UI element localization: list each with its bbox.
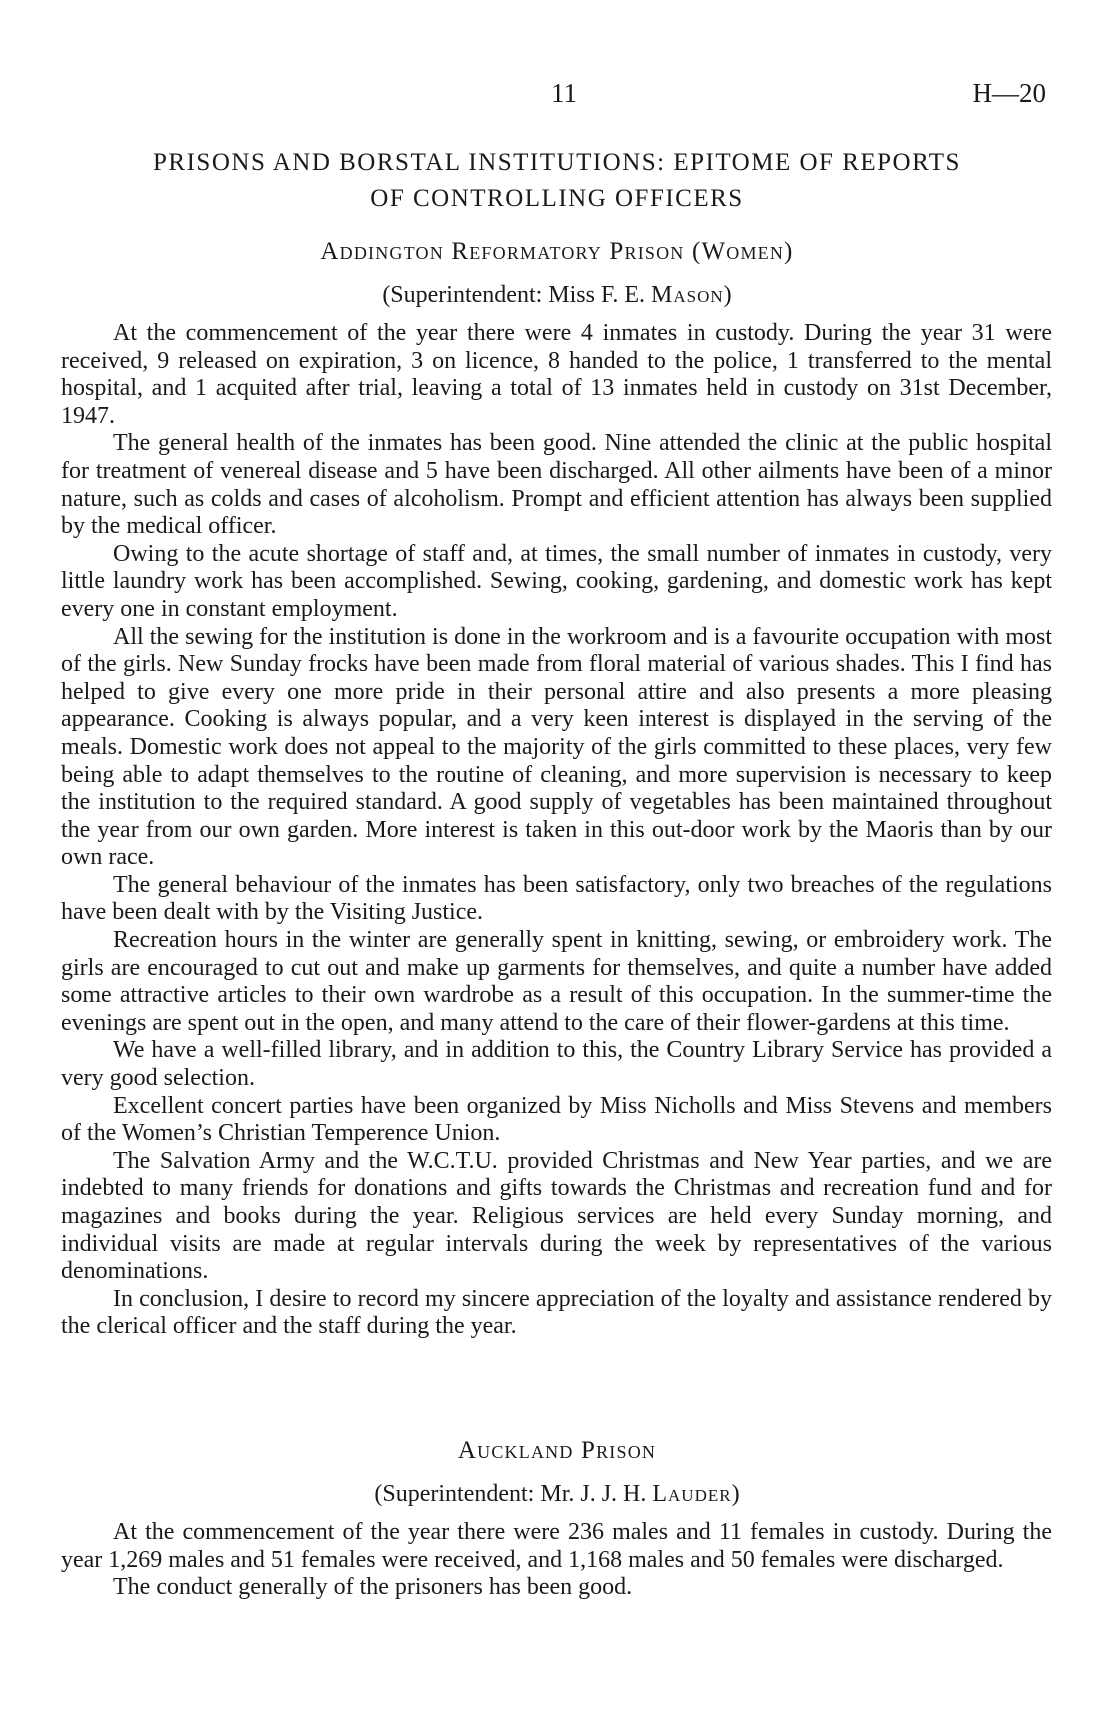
section-heading-addington: Addington Reformatory Prison (Women)	[320, 238, 794, 265]
superintendent-suffix: )	[723, 282, 732, 308]
section-heading-auckland: Auckland Prison	[457, 1437, 657, 1464]
paragraph: At the commencement of the year there were 236 males and 11 females in custody. During the year 1,269 males and 51 females were received, and 1,168 males and 50 females were discharged.	[61, 1519, 1052, 1573]
superintendent-name: Lauder	[652, 1481, 732, 1507]
superintendent-suffix: )	[731, 1481, 740, 1507]
page-title	[60, 145, 1054, 217]
paragraph: At the commencement of the year there were 4 inmates in custody. During the year 31 were received, 9 released on expiration, 3 on licence, 8 handed to the police, 1 transferred to the mental hospital, and 1 acquited after trial, leaving a total of 13 inmates held in custody on 31st December, 1947.	[61, 320, 1052, 429]
superintendent-prefix: (Superintendent: Mr. J. J. H.	[374, 1481, 653, 1507]
paragraph: Recreation hours in the winter are generally spent in knitting, sewing, or embroidery work. The girls are encouraged to cut out and make up garments for themselves, and quite a number have added some attractive articles to their own wardrobe as a result of this occupation. In the summer-time the evenings are spent out in the open, and many attend to the care of their flower-gardens at this time.	[61, 927, 1052, 1036]
title-line-2: OF CONTROLLING OFFICERS	[370, 185, 744, 212]
superintendent-line-auckland	[60, 1481, 1054, 1508]
paragraph: All the sewing for the institution is done in the workroom and is a favourite occupation with most of the girls. New Sunday frocks have been made from floral material of various shades. This I find has helped to give every one more pride in their personal attire and also presents a more pleasing appearance. Cooking is always popular, and a very keen interest is displayed in the serving of the meals. Domestic work does not appeal to the majority of the girls committed to these places, very few being able to adapt themselves to the routine of cleaning, and more supervision is necessary to keep the institution to the required standard. A good supply of vegetables has been maintained throughout the year from our own garden. More interest is taken in this out-door work by the Maoris than by our own race.	[61, 623, 1052, 871]
paragraph: The general behaviour of the inmates has been satisfactory, only two breaches of the regulations have been dealt with by the Visiting Justice.	[61, 871, 1052, 926]
paragraph: The Salvation Army and the W.C.T.U. provided Christmas and New Year parties, and we are indebted to many friends for donations and gifts towards the Christmas and recreation fund and for magazines and books during the year. Religious services are held every Sunday morning, and individual visits are made at regular intervals during the week by representatives of the various denominations.	[61, 1147, 1052, 1285]
document-reference: H—20	[972, 78, 1046, 108]
superintendent-name: Mason	[651, 282, 724, 308]
paragraph: The conduct generally of the prisoners has been good.	[113, 1574, 633, 1601]
paragraph: In conclusion, I desire to record my sincere appreciation of the loyalty and assistance rendered by the clerical officer and the staff during the year.	[61, 1285, 1052, 1340]
title-line-1: PRISONS AND BORSTAL INSTITUTIONS: EPITOME OF REPORTS	[153, 149, 961, 176]
page-header	[0, 78, 1114, 118]
superintendent-line-addington	[60, 282, 1054, 309]
paragraph: Owing to the acute shortage of staff and, at times, the small number of inmates in custody, very little laundry work has been accomplished. Sewing, cooking, gardening, and domestic work has kept every one in constant employment.	[61, 540, 1052, 622]
paragraph: The general health of the inmates has been good. Nine attended the clinic at the public hospital for treatment of venereal disease and 5 have been discharged. All other ailments have been of a minor nature, such as colds and cases of alcoholism. Prompt and efficient attention has always been supplied by the medical officer.	[61, 430, 1052, 540]
paragraph: Excellent concert parties have been organized by Miss Nicholls and Miss Stevens and members of the Women’s Christian Temperence Union.	[61, 1092, 1052, 1147]
paragraph: We have a well-filled library, and in addition to this, the Country Library Service has provided a very good selection.	[61, 1037, 1052, 1092]
page-number: 11	[551, 78, 577, 108]
section-body-addington	[61, 320, 1052, 1341]
superintendent-prefix: (Superintendent: Miss F. E.	[382, 282, 652, 308]
section-body-auckland	[61, 1519, 1052, 1602]
